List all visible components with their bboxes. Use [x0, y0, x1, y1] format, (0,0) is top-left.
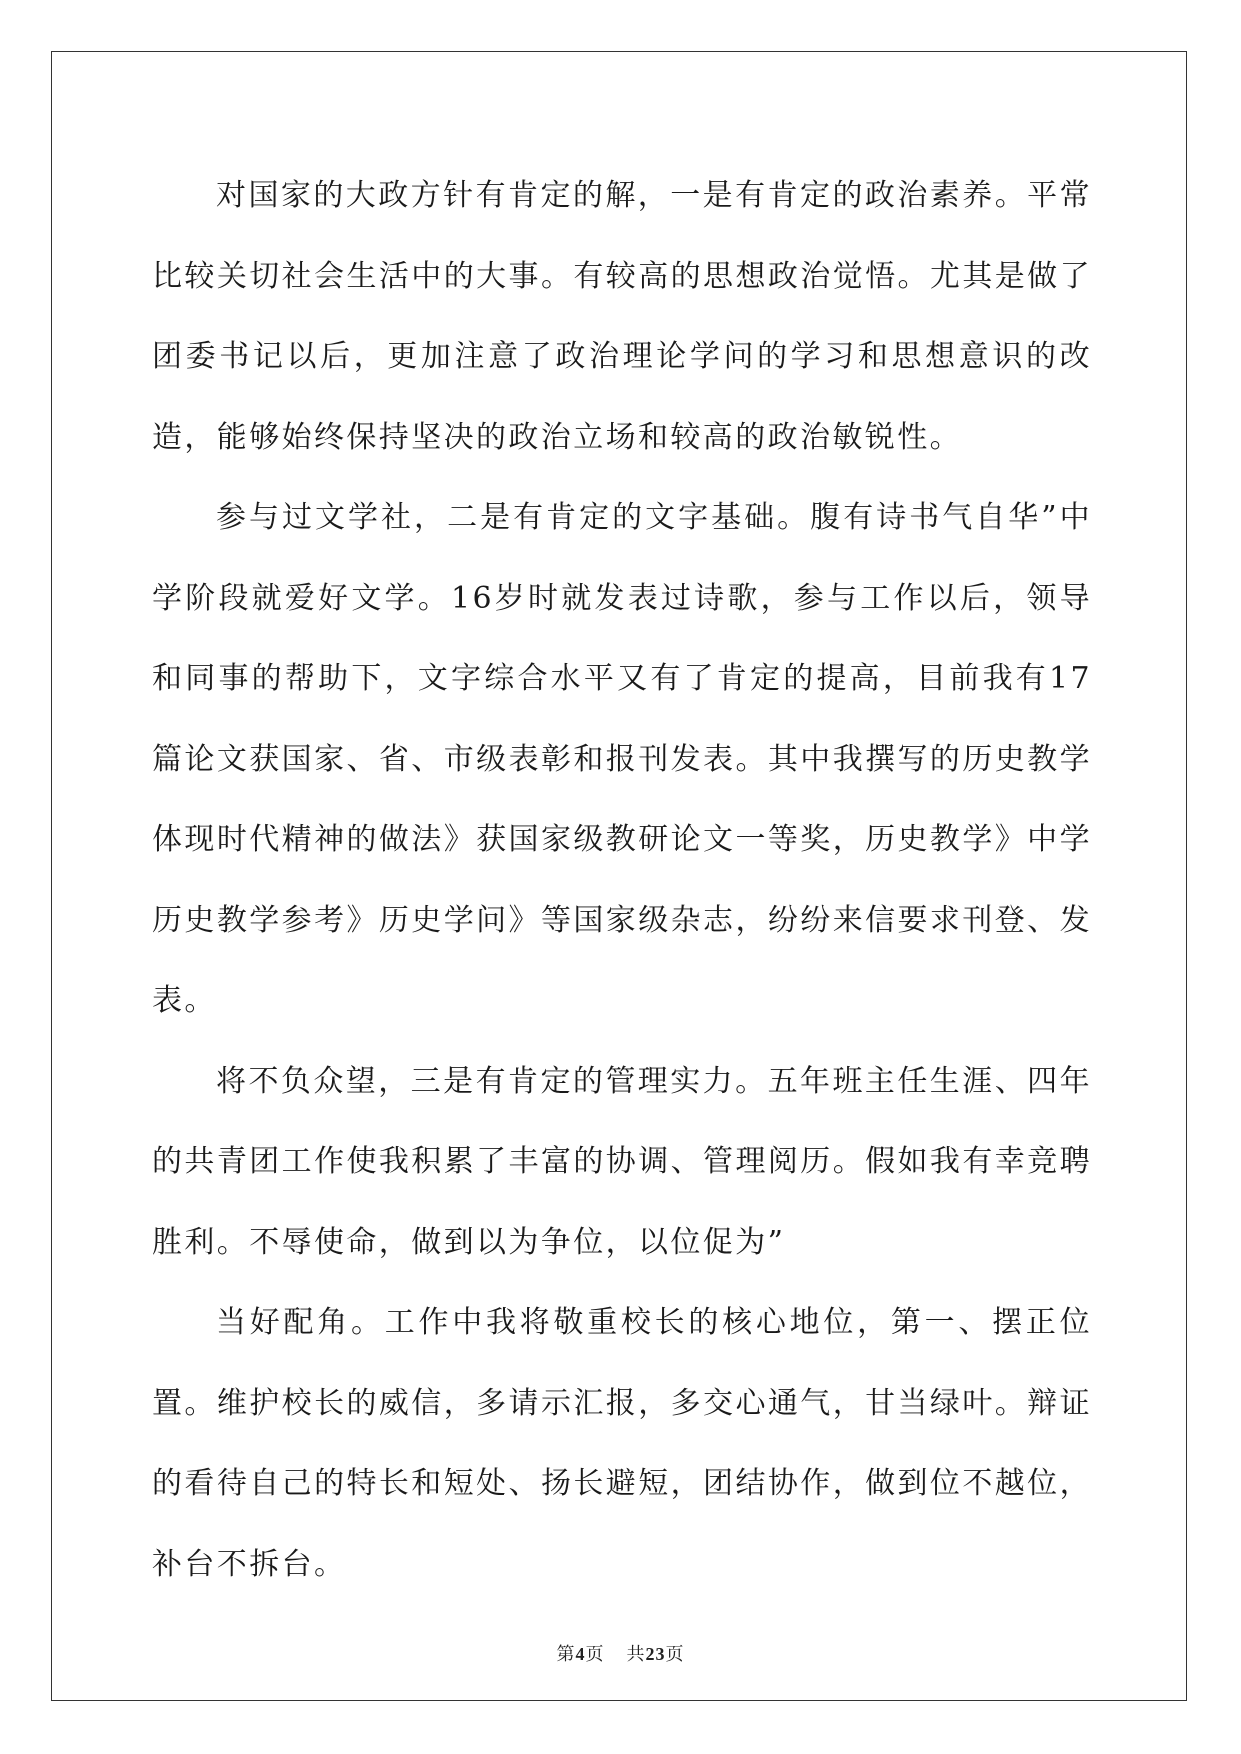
page-footer [0, 1640, 1241, 1666]
page-prefix: 第 [556, 1644, 576, 1665]
page-suffix: 页 [585, 1644, 605, 1665]
paragraph-1: 对国家的大政方针有肯定的解，一是有肯定的政治素养。平常比较关切社会生活中的大事。有较高的思想政治觉悟。尤其是做了团委书记以后，更加注意了政治理论学问的学习和思想意识的改造，能够始终保持坚决的政治立场和较高的政治敏锐性。 [152, 178, 1092, 455]
paragraph-4: 当好配角。工作中我将敬重校长的核心地位，第一、摆正位置。维护校长的威信，多请示汇报，多交心通气，甘当绿叶。辩证的看待自己的特长和短处、扬长避短，团结协作，做到位不越位，补台不拆台。 [152, 1305, 1092, 1582]
total-suffix: 页 [665, 1644, 685, 1665]
total-pages: 23 [645, 1644, 666, 1664]
total-prefix: 共 [626, 1644, 646, 1665]
paragraph-2: 参与过文学社，二是有肯定的文字基础。腹有诗书气自华”中学阶段就爱好文学。16岁时就发表过诗歌，参与工作以后，领导和同事的帮助下，文字综合水平又有了肯定的提高，目前我有17篇论文获国家、省、市级表彰和报刊发表。其中我撰写的历史教学体现时代精神的做法》获国家级教研论文一等奖，历史教学》中学历史教学参考》历史学问》等国家级杂志，纷纷来信要求刊登、发表。 [152, 500, 1092, 1018]
page-number: 4 [575, 1644, 586, 1664]
paragraph-3: 将不负众望，三是有肯定的管理实力。五年班主任生涯、四年的共青团工作使我积累了丰富的协调、管理阅历。假如我有幸竞聘胜利。不辱使命，做到以为争位，以位促为” [152, 1063, 1092, 1260]
document-body [152, 156, 1092, 1605]
